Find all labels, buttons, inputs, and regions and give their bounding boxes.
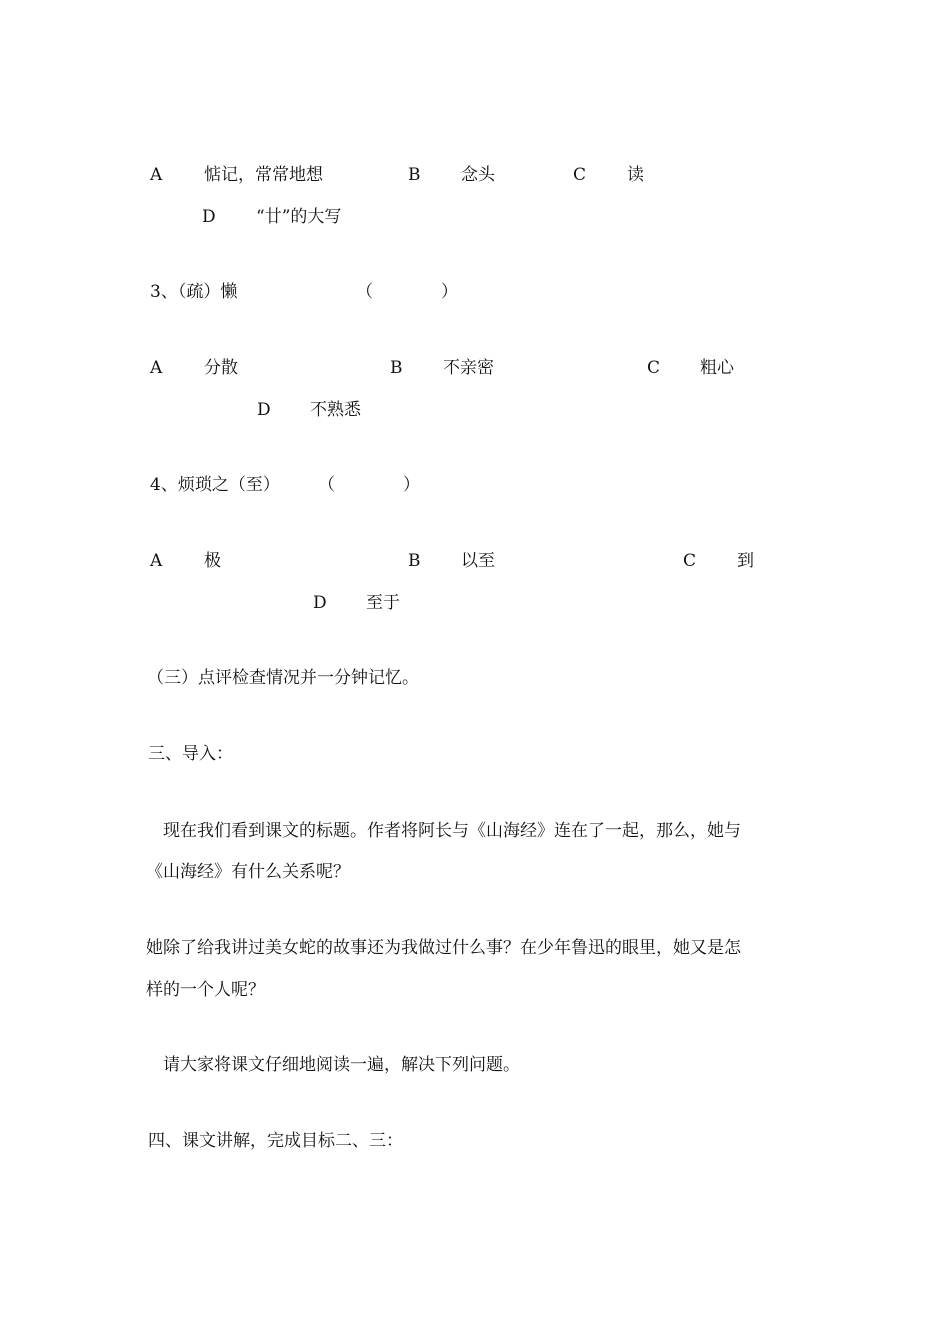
q4-option-c-letter: C — [683, 551, 697, 571]
section-review-heading: （三）点评检查情况并一分钟记忆。 — [147, 668, 419, 688]
q4-answer-blank: （ ） — [318, 475, 420, 495]
q4-option-a-text: 极 — [204, 551, 221, 571]
q2-option-d-letter: D — [202, 207, 216, 227]
q3-option-d-text: 不熟悉 — [310, 400, 361, 420]
q4-option-a-letter: A — [150, 551, 163, 571]
q4-option-b-text: 以至 — [461, 551, 495, 571]
intro-paragraph-1-line-1: 现在我们看到课文的标题。作者将阿长与《山海经》连在了一起，那么，她与 — [163, 821, 741, 841]
q4-option-d-letter: D — [313, 593, 327, 613]
q3-answer-blank: （ ） — [356, 282, 458, 302]
q2-option-a-text: 惦记，常常地想 — [204, 165, 323, 185]
q2-option-c-letter: C — [573, 165, 587, 185]
q3-option-a-letter: A — [150, 358, 163, 378]
intro-paragraph-1-line-2: 《山海经》有什么关系呢？ — [146, 862, 350, 882]
q4-option-b-letter: B — [408, 551, 421, 571]
q3-option-a-text: 分散 — [204, 358, 238, 378]
q3-option-c-letter: C — [647, 358, 661, 378]
q3-option-b-text: 不亲密 — [443, 358, 494, 378]
intro-paragraph-2-line-1: 她除了给我讲过美女蛇的故事还为我做过什么事？在少年鲁迅的眼里，她又是怎 — [146, 938, 741, 958]
q2-option-c-text: 读 — [627, 165, 644, 185]
q2-option-b-text: 念头 — [461, 165, 495, 185]
section-intro-heading: 三、导入： — [148, 744, 233, 764]
q3-option-d-letter: D — [257, 400, 271, 420]
q3-option-c-text: 粗心 — [700, 358, 734, 378]
q2-option-b-letter: B — [408, 165, 421, 185]
q4-option-c-text: 到 — [737, 551, 754, 571]
q4-stem: 4、烦琐之（至） — [150, 475, 280, 495]
q4-option-d-text: 至于 — [366, 593, 400, 613]
q2-option-a-letter: A — [150, 165, 163, 185]
section-lesson-heading: 四、课文讲解，完成目标二、三： — [148, 1131, 403, 1151]
intro-paragraph-2-line-2: 样的一个人呢？ — [146, 980, 265, 1000]
q2-option-d-text: “廿”的大写 — [256, 207, 342, 227]
intro-paragraph-3: 请大家将课文仔细地阅读一遍，解决下列问题。 — [163, 1055, 520, 1075]
q3-stem: 3、（疏）懒 — [150, 282, 238, 302]
q3-option-b-letter: B — [390, 358, 403, 378]
